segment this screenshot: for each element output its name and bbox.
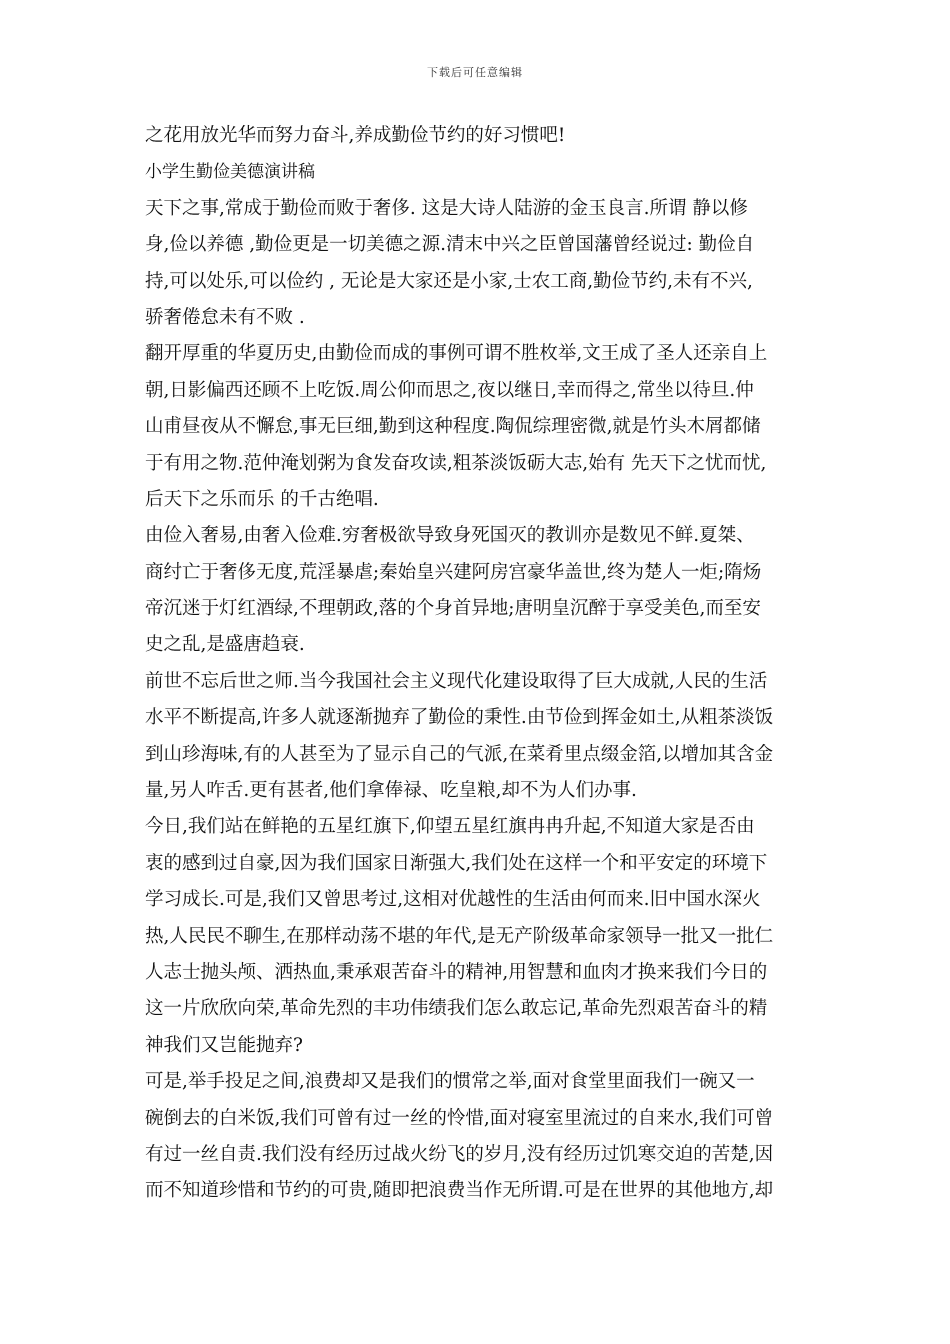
text-line: 持,可以处乐,可以俭约 , 无论是大家还是小家,士农工商,勤俭节约,未有不兴, [145,270,753,292]
text-line: 这一片欣欣向荣,革命先烈的丰功伟绩我们怎么敢忘记,革命先烈艰苦奋斗的精 [145,998,768,1020]
text-line: 前世不忘后世之师.当今我国社会主义现代化建设取得了巨大成就,人民的生活 [145,670,768,692]
text-line: 由俭入奢易,由奢入俭难.穷奢极欲导致身死国灭的教训亦是数见不鲜.夏桀、 [145,525,755,547]
text-line: 而不知道珍惜和节约的可贵,随即把浪费当作无所谓.可是在世界的其他地方,却 [145,1180,774,1202]
text-line: 商纣亡于奢侈无度,荒淫暴虐;秦始皇兴建阿房宫豪华盖世,终为楚人一炬;隋炀 [145,561,762,583]
text-line: 身,俭以养德 ,勤俭更是一切美德之源.清末中兴之臣曾国藩曾经说过: 勤俭自 [145,234,755,256]
text-line: 帝沉迷于灯红酒绿,不理朝政,落的个身首异地;唐明皇沉醉于享受美色,而至安 [145,598,761,620]
text-line: 骄奢倦怠未有不败 . [145,306,305,328]
text-line: 之花用放光华而努力奋斗,养成勤俭节约的好习惯吧! [145,125,566,146]
text-line: 热,人民民不聊生,在那样动荡不堪的年代,是无产阶级革命家领导一批又一批仁 [145,925,774,947]
text-line: 今日,我们站在鲜艳的五星红旗下,仰望五星红旗冉冉升起,不知道大家是否由 [145,816,755,838]
document-title: 小学生勤俭美德演讲稿 [145,162,315,183]
text-line: 有过一丝自责.我们没有经历过战火纷飞的岁月,没有经历过饥寒交迫的苦楚,因 [145,1143,774,1165]
text-line: 学习成长.可是,我们又曾思考过,这相对优越性的生活由何而来.旧中国水深火 [145,889,761,911]
text-line: 量,另人咋舌.更有甚者,他们拿俸禄、吃皇粮,却不为人们办事. [145,780,637,802]
text-line: 山甫昼夜从不懈怠,事无巨细,勤到这种程度.陶侃综理密微,就是竹头木屑都储 [145,416,761,438]
text-line: 于有用之物.范仲淹划粥为食发奋攻读,粗茶淡饭砺大志,始有 先天下之忧而忧, [145,452,767,474]
text-line: 天下之事,常成于勤俭而败于奢侈. 这是大诗人陆游的金玉良言.所谓 静以修 [145,197,748,219]
text-line: 衷的感到过自豪,因为我们国家日渐强大,我们处在这样一个和平安定的环境下 [145,852,768,874]
text-line: 史之乱,是盛唐趋衰. [145,634,305,656]
text-line: 神我们又岂能抛弃? [145,1034,303,1056]
text-line: 水平不断提高,许多人就逐渐抛弃了勤俭的秉性.由节俭到挥金如土,从粗茶淡饭 [145,707,774,729]
text-line: 可是,举手投足之间,浪费却又是我们的惯常之举,面对食堂里面我们一碗又一 [145,1071,755,1093]
text-line: 到山珍海味,有的人甚至为了显示自己的气派,在菜肴里点缀金箔,以增加其含金 [145,743,774,765]
document-body [145,118,813,1210]
text-line: 后天下之乐而乐 的千古绝唱. [145,488,379,510]
text-line: 朝,日影偏西还顾不上吃饭.周公仰而思之,夜以继日,幸而得之,常坐以待旦.仲 [145,379,754,401]
text-line: 人志士抛头颅、洒热血,秉承艰苦奋斗的精神,用智慧和血肉才换来我们今日的 [145,961,768,983]
text-line: 翻开厚重的华夏历史,由勤俭而成的事例可谓不胜枚举,文王成了圣人还亲自上 [145,343,768,365]
page-header: 下载后可任意编辑 [427,66,523,79]
text-line: 碗倒去的白米饭,我们可曾有过一丝的怜惜,面对寝室里流过的自来水,我们可曾 [145,1107,774,1129]
